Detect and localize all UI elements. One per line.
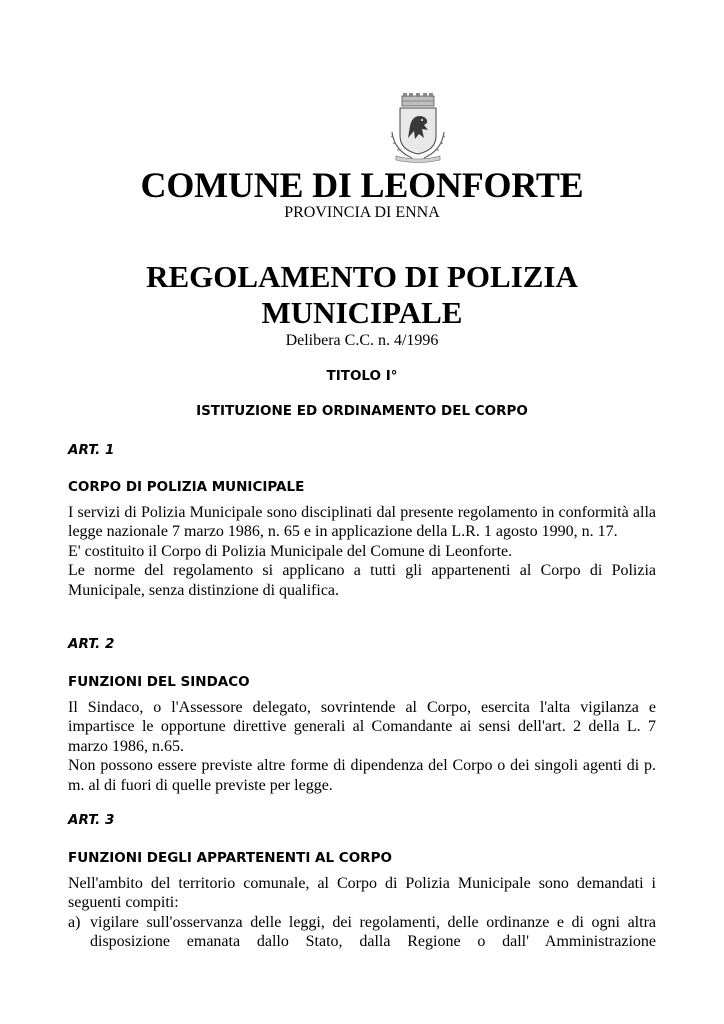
regulation-title-line2: MUNICIPALE [261,295,463,330]
article-2-heading: FUNZIONI DEL SINDACO [68,674,250,690]
article-2-body [68,698,656,795]
regulation-title-line1: REGOLAMENTO DI POLIZIA [146,259,578,294]
article-1-paragraph: Le norme del regolamento si applicano a tutti gli appartenenti al Corpo di Polizia Municipale, senza distinzione di qualifica. [68,562,656,599]
titolo-subtitle: ISTITUZIONE ED ORDINAMENTO DEL CORPO [196,403,528,419]
article-3-task-list [68,913,656,952]
article-3-heading: FUNZIONI DEGLI APPARTENENTI AL CORPO [68,850,392,866]
article-1-body [68,503,656,600]
article-1-heading: CORPO DI POLIZIA MUNICIPALE [68,479,305,495]
article-1-paragraph: E' costituito il Corpo di Polizia Municipale del Comune di Leonforte. [68,542,513,560]
article-3-paragraph: Nell'ambito del territorio comunale, al Corpo di Polizia Municipale sono demandati i seguenti compiti: [68,875,656,912]
article-3-label: ART. 3 [68,812,115,828]
article-2-paragraph: Non possono essere previste altre forme di dipendenza del Corpo o dei singoli agenti di p. m. al di fuori di quelle previste per legge. [68,757,656,794]
article-3-body [68,874,656,913]
delibera-reference: Delibera C.C. n. 4/1996 [285,332,439,349]
regulation-title [0,259,724,331]
titolo-label: TITOLO I° [326,368,398,384]
province-name: PROVINCIA DI ENNA [284,204,440,221]
article-1-paragraph: I servizi di Polizia Municipale sono disciplinati dal presente regolamento in conformità alla legge nazionale 7 marzo 1986, n. 65 e in applicazione della L.R. 1 agosto 1990, n. 17. [68,504,656,541]
municipality-title: COMUNE DI LEONFORTE [140,165,584,205]
list-marker: a) [68,914,81,931]
coat-of-arms-icon [382,92,454,164]
list-item-text: vigilare sull'osservanza delle leggi, dei regolamenti, delle ordinanze e di ogni altra disposizione emanata dallo Stato, dalla Regione o dall' Amministrazione [90,914,656,951]
article-2-label: ART. 2 [68,636,115,652]
article-2-paragraph: Il Sindaco, o l'Assessore delegato, sovrintende al Corpo, esercita l'alta vigilanza e impartisce le opportune direttive generali al Comandante ai sensi dell'art. 2 della L. 7 marzo 1986, n.65. [68,699,656,755]
list-item [68,913,656,952]
article-1-label: ART. 1 [68,442,115,458]
